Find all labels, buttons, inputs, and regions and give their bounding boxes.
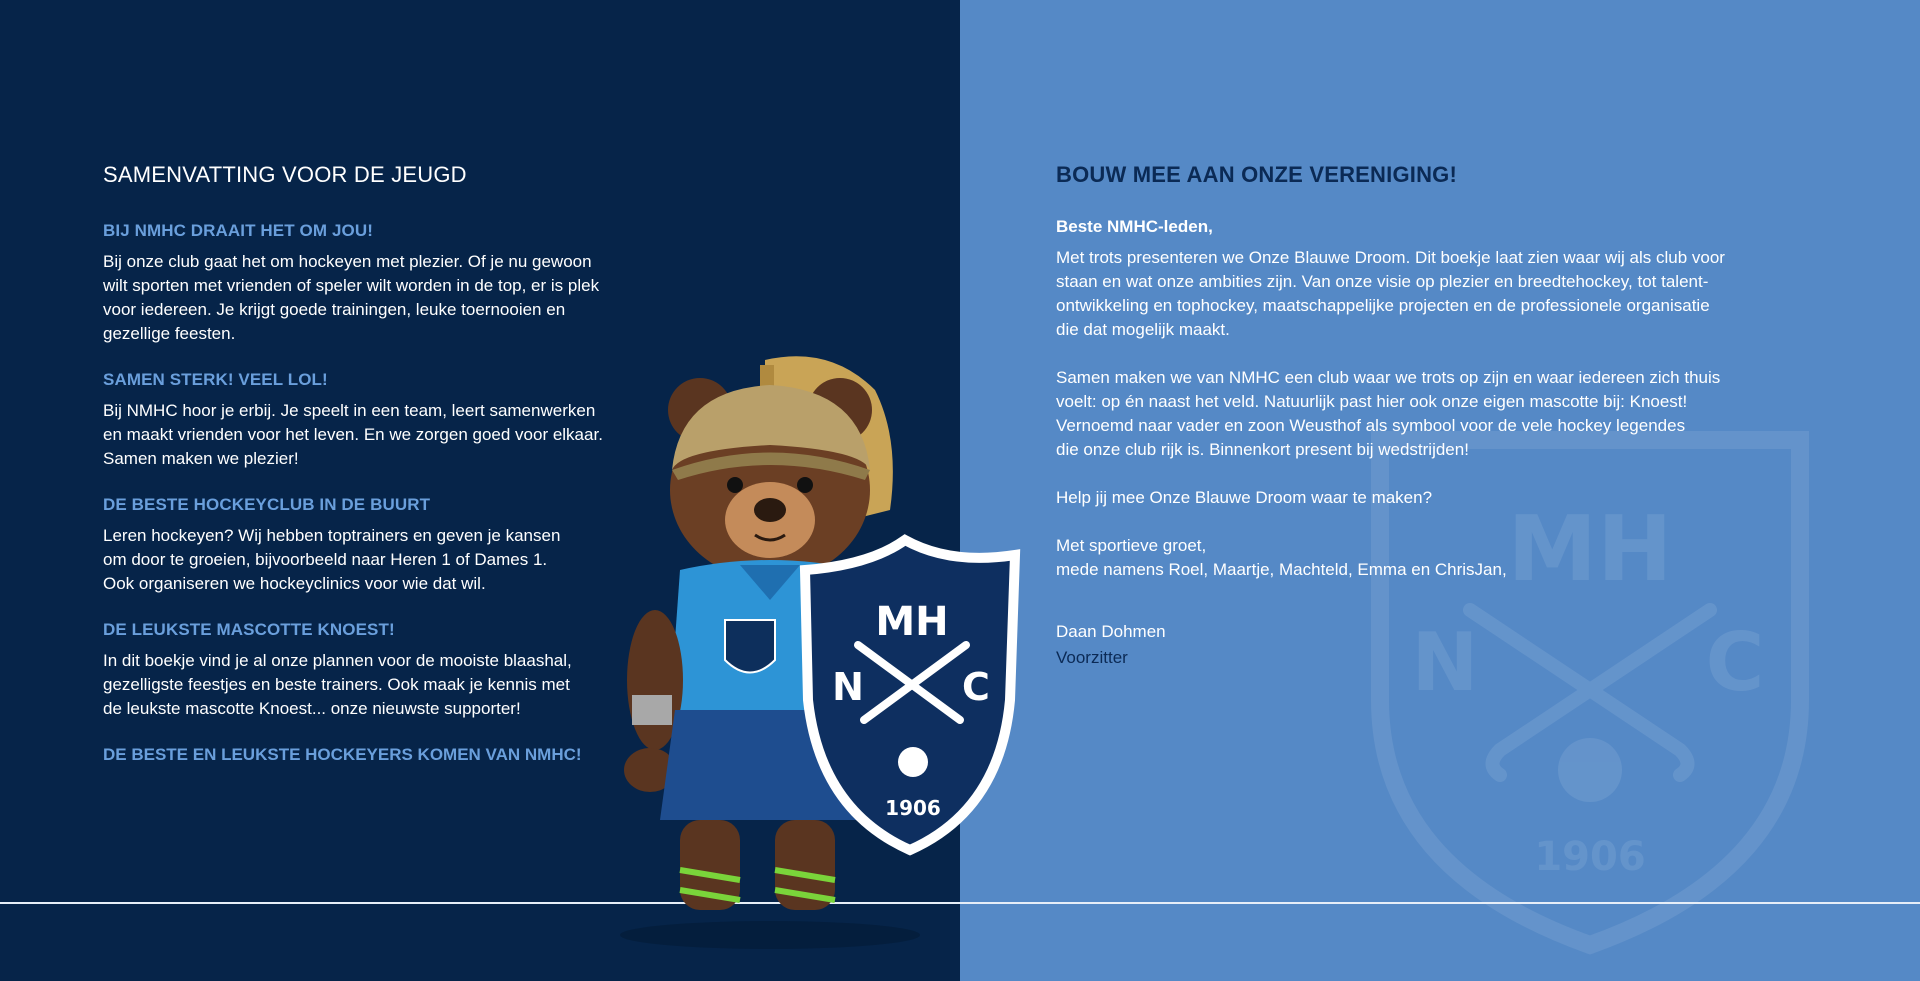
youth-summary-title: SAMENVATTING VOOR DE JEUGD <box>103 162 467 187</box>
section-text: Bij NMHC hoor je erbij. Je speelt in een team, leert samenwerken en maakt vrienden voor het leven. En we zorgen goed voor elkaar. Samen maken we plezier! <box>103 401 603 468</box>
section-together <box>103 370 633 471</box>
svg-text:N: N <box>1411 616 1479 709</box>
signature-name: Daan Dohmen <box>1056 622 1166 641</box>
section-text: Leren hockeyen? Wij hebben toptrainers en geven je kansen om door te groeien, bijvoorbeeld naar Heren 1 of Dames 1. Ook organiseren we hockeyclinics voor wie dat wil. <box>103 526 561 593</box>
president-letter <box>1056 162 1776 668</box>
section-heading: DE LEUKSTE MASCOTTE KNOEST! <box>103 620 395 639</box>
section-text: In dit boekje vind je al onze plannen voor de mooiste blaashal, gezelligste feestjes en beste trainers. Ook maak je kennis met de leukste mascotte Knoest... onze nieuwste supporter! <box>103 651 572 718</box>
svg-text:MH: MH <box>1507 497 1673 602</box>
svg-text:N: N <box>832 665 864 709</box>
svg-text:C: C <box>962 665 990 709</box>
svg-text:MH: MH <box>875 599 949 645</box>
svg-text:1906: 1906 <box>1534 834 1646 880</box>
svg-text:1906: 1906 <box>885 796 941 820</box>
section-heading: BIJ NMHC DRAAIT HET OM JOU! <box>103 221 373 240</box>
closing-slogan: DE BESTE EN LEUKSTE HOCKEYERS KOMEN VAN NMHC! <box>103 745 582 764</box>
section-heading: SAMEN STERK! VEEL LOL! <box>103 370 328 389</box>
section-best-club <box>103 495 633 596</box>
letter-salutation: Beste NMHC-leden, <box>1056 217 1213 236</box>
section-about-you <box>103 221 633 346</box>
section-text: Bij onze club gaat het om hockeyen met plezier. Of je nu gewoon wilt sporten met vrienden of speler wilt worden in de top, er is plek voor iedereen. Je krijgt goede trainingen, leuke toernooien en gezellige feesten. <box>103 252 600 343</box>
letter-closing: Met sportieve groet, mede namens Roel, Maartje, Machteld, Emma en ChrisJan, <box>1056 536 1507 579</box>
bear-mascot-icon <box>600 350 1040 950</box>
youth-summary <box>103 162 633 765</box>
letter-paragraph: Samen maken we van NMHC een club waar we trots op zijn en waar iedereen zich thuis voelt: op én naast het veld. Natuurlijk past hier ook onze eigen mascotte bij: Knoest! Vernoemd naar vader en zoon Weusthof als symbool voor de vele hockey legendes die onze club rijk is. Binnenkort present bij wedstrijden! <box>1056 368 1721 459</box>
letter-title: BOUW MEE AAN ONZE VERENIGING! <box>1056 162 1457 187</box>
letter-paragraph: Met trots presenteren we Onze Blauwe Droom. Dit boekje laat zien waar wij als club voor staan en wat onze ambities zijn. Van onze visie op plezier en breedtehockey, tot talent- ontwikkeling en tophockey, maatschappelijke projecten en de professionele organisatie die dat mogelijk maakt. <box>1056 248 1725 339</box>
section-mascot <box>103 620 633 721</box>
signature-role: Voorzitter <box>1056 648 1128 667</box>
svg-text:C: C <box>1705 616 1765 709</box>
letter-paragraph: Help jij mee Onze Blauwe Droom waar te maken? <box>1056 488 1433 507</box>
section-heading: DE BESTE HOCKEYCLUB IN DE BUURT <box>103 495 431 514</box>
